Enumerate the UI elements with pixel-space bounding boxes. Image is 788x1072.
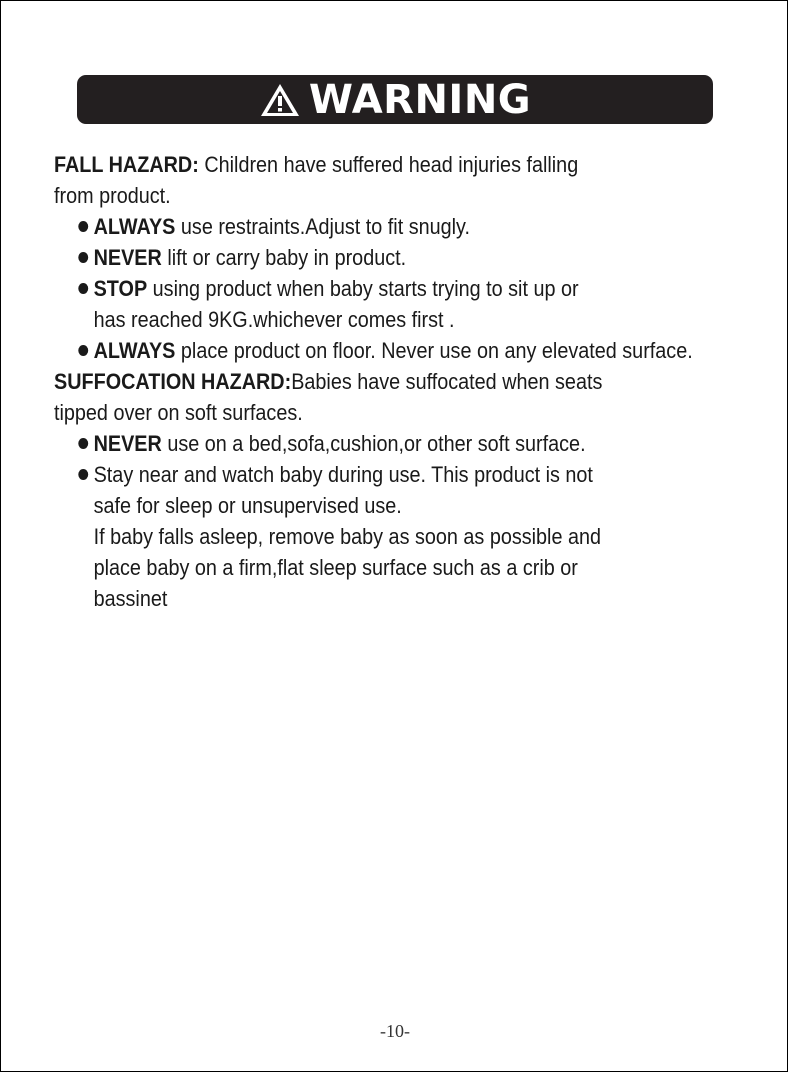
bullet-dot [78, 221, 88, 232]
bullet-text: Stay near and watch baby during use. This product is not [93, 462, 593, 487]
bullet-text: lift or carry baby in product. [161, 245, 407, 270]
bullet-continuation: If baby falls asleep, remove baby as soon as possible and [93, 524, 602, 549]
bullet-dot [78, 283, 88, 294]
warning-title: WARNING [308, 76, 532, 123]
warning-body [54, 149, 693, 614]
warning-triangle-icon [259, 82, 301, 118]
suffocation-hazard-intro [54, 366, 684, 397]
bullet-dot [78, 438, 88, 449]
bullet-dot [78, 252, 88, 263]
bullet-text: use on a bed,sofa,cushion,or other soft surface. [161, 431, 586, 456]
bullet-dot [78, 345, 88, 356]
warning-banner-content [259, 76, 532, 123]
suffocation-bullet-stay-near [54, 459, 684, 490]
bullet-continuation: place baby on a firm,flat sleep surface such as a crib or [93, 555, 578, 580]
suffocation-bullet-never-soft [54, 428, 684, 459]
bullet-continuation: safe for sleep or unsupervised use. [93, 493, 402, 518]
bullet-dot [78, 469, 88, 480]
fall-hazard-text-line1: Children have suffered head injuries falling [198, 152, 579, 177]
suffocation-hazard-text-line2: tipped over on soft surfaces. [54, 400, 303, 425]
bullet-keyword: NEVER [93, 245, 162, 270]
fall-hazard-text-line2: from product. [54, 183, 171, 208]
bullet-keyword: ALWAYS [93, 338, 176, 363]
bullet-keyword: ALWAYS [93, 214, 176, 239]
bullet-keyword: STOP [93, 276, 148, 301]
bullet-text: use restraints.Adjust to fit snugly. [175, 214, 470, 239]
fall-hazard-intro [54, 149, 684, 180]
bullet-text: using product when baby starts trying to sit up or [147, 276, 579, 301]
bullet-continuation: has reached 9KG.whichever comes first . [93, 307, 455, 332]
page-number: -10- [380, 1021, 410, 1041]
suffocation-hazard-label: SUFFOCATION HAZARD: [54, 369, 292, 394]
warning-banner [77, 75, 713, 124]
fall-bullet-always-floor [54, 335, 693, 366]
fall-bullet-stop-using [54, 273, 684, 304]
fall-bullet-always-restraints [54, 211, 684, 242]
bullet-keyword: NEVER [93, 431, 162, 456]
fall-bullet-never-lift [54, 242, 684, 273]
suffocation-hazard-text-line1: Babies have suffocated when seats [291, 369, 603, 394]
fall-hazard-label: FALL HAZARD: [54, 152, 199, 177]
bullet-text: place product on floor. Never use on any elevated surface. [175, 338, 693, 363]
bullet-continuation: bassinet [93, 586, 168, 611]
